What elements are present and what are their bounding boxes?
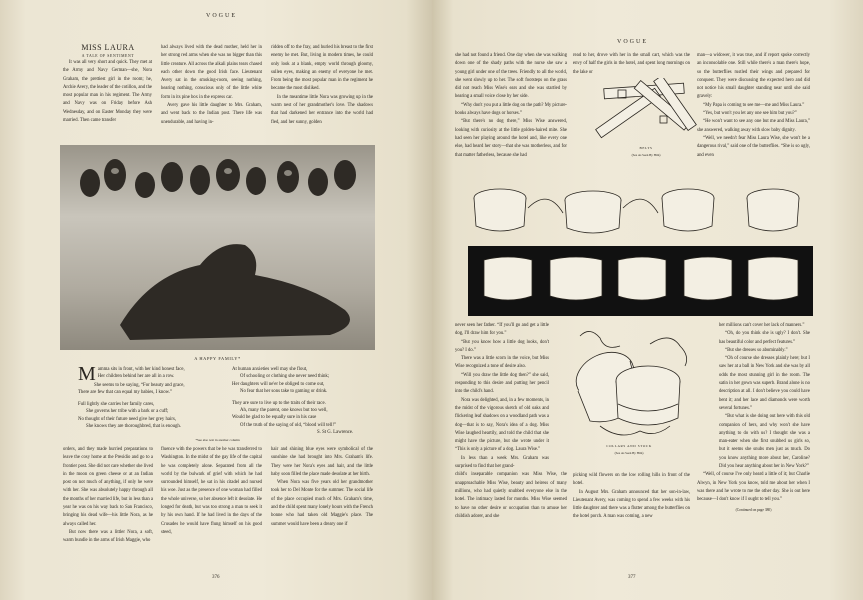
text-column xyxy=(455,471,567,521)
right-page xyxy=(432,0,863,600)
collars-illustration xyxy=(468,178,813,318)
column-3-lower xyxy=(697,322,810,513)
paragraph: “My Papa is coming to see me—me and Miss Laura.” xyxy=(703,102,805,108)
belts-caption: BELTS xyxy=(639,146,653,150)
poem-line: No thought of their future need give her grey hairs, xyxy=(78,416,177,422)
text-column xyxy=(63,446,153,546)
article-title: MISS LAURA xyxy=(81,43,135,52)
text-column xyxy=(719,322,810,471)
poem-line: Her children behind her are all in a row. xyxy=(97,374,175,380)
paragraph: In less than a week Mrs. Graham was surprised to find that her grand- xyxy=(455,455,549,470)
footnote: *See also text in another column xyxy=(195,438,240,442)
page-header: VOGUE xyxy=(617,39,648,45)
paragraph: “Well, of course I've only heard a little of it; but Charlie Alwyn, in New York you know, told me about her when I was there and he wrote to me the other day. She is out here because—I don't know if I ought to tell you.” xyxy=(697,472,810,503)
paragraph: her millions can't cover her lack of manners.” xyxy=(719,323,805,328)
poem-line: Of the truth of the saying of old, “blood will tell!” xyxy=(240,422,337,428)
paragraph: “Why don't you put a little dog on the path? My picture-books always have dogs or horses.” xyxy=(455,102,567,117)
paragraph: When Nora was five years old her grandmother took her to Del Monte for the summer. The social life of the place occupied much of Mrs. Graham's time, and the child spent many lonely hours with the French bonne who had taken old Maggie's place. The summer would have been a dreary one if xyxy=(271,480,373,527)
collars-and-stock-illustration xyxy=(560,326,698,442)
poem-line: They are sure to live up to the traits of their race. xyxy=(232,400,326,406)
poem-line: Would be glad to be equally sure in his case xyxy=(232,415,317,421)
paragraph: But now there was a littler Nora, a soft, warm bundle in the arms of Irish Maggie, who xyxy=(63,529,153,544)
paragraph: “But there's no dog there,” Miss Wise answered, looking with curiosity at the little golden-haired mite. She had seen her playing around the hotel and, like every one else, had heard her story—that she was motherless, and for that matter fatherless, because she had xyxy=(455,119,567,158)
drop-cap: M xyxy=(78,363,96,385)
paragraph: In the meantime little Nora was growing up in the warm nest of her grandmother's love. The shadows that had darkened her entrance into the world had fled, and her sunny, golden xyxy=(271,94,373,125)
poem-line: No fear that her sons take to gaming or drink. xyxy=(240,389,328,395)
paragraph: ridden off to the fray, and hurled his breast to the first enemy he met. But, living in modern times, he could only look at a blank, empty world through gloomy, sullen eyes, making an enemy of everyone he met. From being the most popular man in the regiment he became the most disliked. xyxy=(271,45,373,92)
poem-line: amma sits in front, with her kind honest face, xyxy=(97,367,185,372)
paragraph: “Will you draw the little dog then?” she said, responding to this desire and putting her pencil into the child's hand. xyxy=(455,372,549,395)
poem-author: S. St G. Lawrence. xyxy=(317,430,354,436)
poem-right xyxy=(232,366,377,437)
column-1-lower xyxy=(455,322,567,521)
page-header: VOGUE xyxy=(206,13,237,19)
paragraph: she had not found a friend. One day when she was walking down one of the shady paths with the nurse she saw a young girl under one of the trees. Friendly to all the world, she went slowly up to her. The soft footsteps on the grass did not reach Miss Wise's ears and she was startled by hearing a small voice close by her side. xyxy=(455,53,567,100)
poem-line: There are few that can equal my babies, I know.” xyxy=(78,390,173,396)
text-column xyxy=(697,471,810,504)
belts-credit: (See As Seen By Him) xyxy=(631,153,661,157)
title-column xyxy=(63,43,153,125)
paragraph: “Oh of course she dresses plainly here; but I saw her at a ball in New York and she was by all odds the most stunning girl in the room. The satin in her gown was superb. Brand alone is no description at all. I don't believe you could have bent it; and her lace and diamonds were worth several fortunes.” xyxy=(719,356,810,411)
paragraph: “But what is she doing out here with this old companion of hers, and why won't she have anything to do with us? I thought she was a man-eater when she first snubbed us girls so, but it seems she snubs men just as much. Do you know anything more about her, Caroline? Did you hear anything about her in New York?” xyxy=(719,414,810,470)
paragraph: picking wild flowers on the low rolling hills in front of the hotel. xyxy=(573,473,690,487)
paragraph: Nora was delighted, and, in a few moments, in the midst of the vigorous sketch of old oaks and flickering leaf shadows on a woodland path was a dog—that is to say, Nora's idea of a dog. Miss Wise laughed heartily, and told the child that she might have the picture, but she wrote under it “This is only a picture of a dog. Laura Wise.” xyxy=(455,397,549,453)
paragraph: read to her, drove with her in the small cart, which was the envy of half the girls in the hotel, and spent long mornings on the lake or xyxy=(573,53,690,75)
poem-line: Her daughters will ne'er be obliged to come out, xyxy=(232,381,325,387)
belts-illustration xyxy=(590,78,702,143)
paragraph: There was a little scorn in the voice, but Miss Wise recognized a tone of desire also. xyxy=(455,356,549,370)
text-column xyxy=(63,59,152,125)
text-column xyxy=(271,44,373,127)
poem-line: Of schooling or clothing she never need think; xyxy=(240,374,330,380)
photo-caption: A HAPPY FAMILY* xyxy=(194,356,241,361)
poem-line: Ah, many the parent, one knows but too well, xyxy=(240,408,328,414)
paragraph: child's inseparable companion was Miss Wise, the unapproachable Miss Wise, beauty and heiress of many millions, who had quietly snubbed everyone else in the hotel. The intimacy lasted for months. Miss Wise seemed to have no other desire or occupation than to amuse her childish adorer, and she xyxy=(455,472,567,519)
paragraph: had always lived with the dead mother, held her in her strong red arms when she was no bigger than this little creature. All across the alkali plains tears chased each other down the good Irish face. Lieutenant Avery sat in the smoking-room, seeing nothing, hearing nothing, conscious only of the little white form in its pine box in the express car. xyxy=(161,45,262,100)
paragraph: “But you know how a little dog looks, don't you? I do.” xyxy=(455,339,549,353)
page-number: 377 xyxy=(628,575,636,580)
poem-left xyxy=(78,363,218,430)
paragraph: Avery gave his little daughter to Mrs. Graham, and went back to the Indian post. There life was unendurable, and having in- xyxy=(161,103,262,125)
paragraph: “He won't want to see any one but me and Miss Laura,” she answered, walking away with slow baby dignity. xyxy=(697,119,810,133)
paragraph: “Yes, but won't you let any one see him but you?” xyxy=(703,111,797,117)
text-column xyxy=(455,322,549,471)
text-column xyxy=(271,446,373,529)
paragraph: In August Mrs. Graham announced that her son-in-law, Lieutenant Avery, was coming to spend a few weeks with his little daughter and there was a flutter among the butterflies on the hotel porch. A man was coming, a new xyxy=(573,489,690,520)
stock-caption: COLLARS AND STOCK xyxy=(606,444,652,448)
poem-line: Full lightly she carries her family cares, xyxy=(78,401,155,407)
text-column xyxy=(455,52,567,160)
paragraph: “Well, we needn't fear Miss Laura Wise, she won't be a dangerous rival,” said one of the butterflies. “She is so ugly, and even xyxy=(697,135,810,158)
page-number: 376 xyxy=(212,575,220,580)
poem-line: She knows they are thoroughbred, that is enough. xyxy=(86,424,181,430)
text-column xyxy=(161,446,262,537)
poem-line: At human anxieties well may she flout, xyxy=(232,367,308,372)
paragraph: fluence with the powers that be he was transferred to Washington. In the midst of the gay life of the capital he was completely alone. Separated from all the world by the bulwark of grief with which he had surrounded himself, he sat in his citadel and nursed his woe. Just as the presence of one woman had filled the whole universe, so her absence left it desolate. He longed for death, but was too strong a man to seek it by his own hand. If he had lived in the days of the Crusades he would have flung himself on his good steed, xyxy=(161,447,262,535)
text-column xyxy=(573,472,690,522)
text-column xyxy=(161,44,262,127)
dogs-photograph xyxy=(60,145,375,350)
poem-line: She seems to be saying, “For beauty and grace, xyxy=(94,383,185,388)
text-column xyxy=(573,52,690,77)
poem-line: She governs her tribe with a bark or a cuff; xyxy=(86,409,169,415)
text-column xyxy=(697,52,810,160)
continued-note: (Continued on page 380) xyxy=(735,507,772,512)
paragraph: never seen her father. “If you'll go and get a little dog, I'll draw him for you.” xyxy=(455,323,549,337)
stock-credit: (See As Seen By Him) xyxy=(614,451,644,455)
paragraph: orders, and they made hurried preparations to leave the cosy home at the Presidio and go to a frontier post. She did not care whether she lived in the moon on green cheese or at an Indian post on not much of anything, if only he were with her. She was absolutely happy through all the months of her married life, but in less than a year he was on his way back to San Francisco, bringing his dead wife—his little Nora, as he always called her. xyxy=(63,447,153,527)
paragraph: man—a widower, it was true, and if report spoke correctly an inconsolable one. Still while there's a man there's hope, so the butterflies rustled their wings and prepared for conquest. They were discussing the expected hero and did not notice his small daughter standing near until she said gravely: xyxy=(697,53,810,100)
article-subtitle: A TALE OF SENTIMENT xyxy=(81,54,135,58)
paragraph: hair and shining blue eyes were symbolical of the sunshine she had brought into Mrs. Graham's life. They were her Nora's eyes and hair, and the little baby soon filled the place made desolate at her birth. xyxy=(271,447,373,477)
paragraph: “But she dresses so abominably.” xyxy=(725,347,788,353)
paragraph: “Oh, do you think she is ugly? I don't. She has beautiful color and perfect features.” xyxy=(719,331,810,345)
paragraph: It was all very short and quick. They met at the Army and Navy German—she, Nora Graham, the prettiest girl in the room; he, Archie Avery, the leader of the cotillon, and the most popular man in his regiment. The Army and Navy was on Friday before Ash Wednesday, and on Easter Monday they were married. Then came transfer xyxy=(63,60,152,124)
